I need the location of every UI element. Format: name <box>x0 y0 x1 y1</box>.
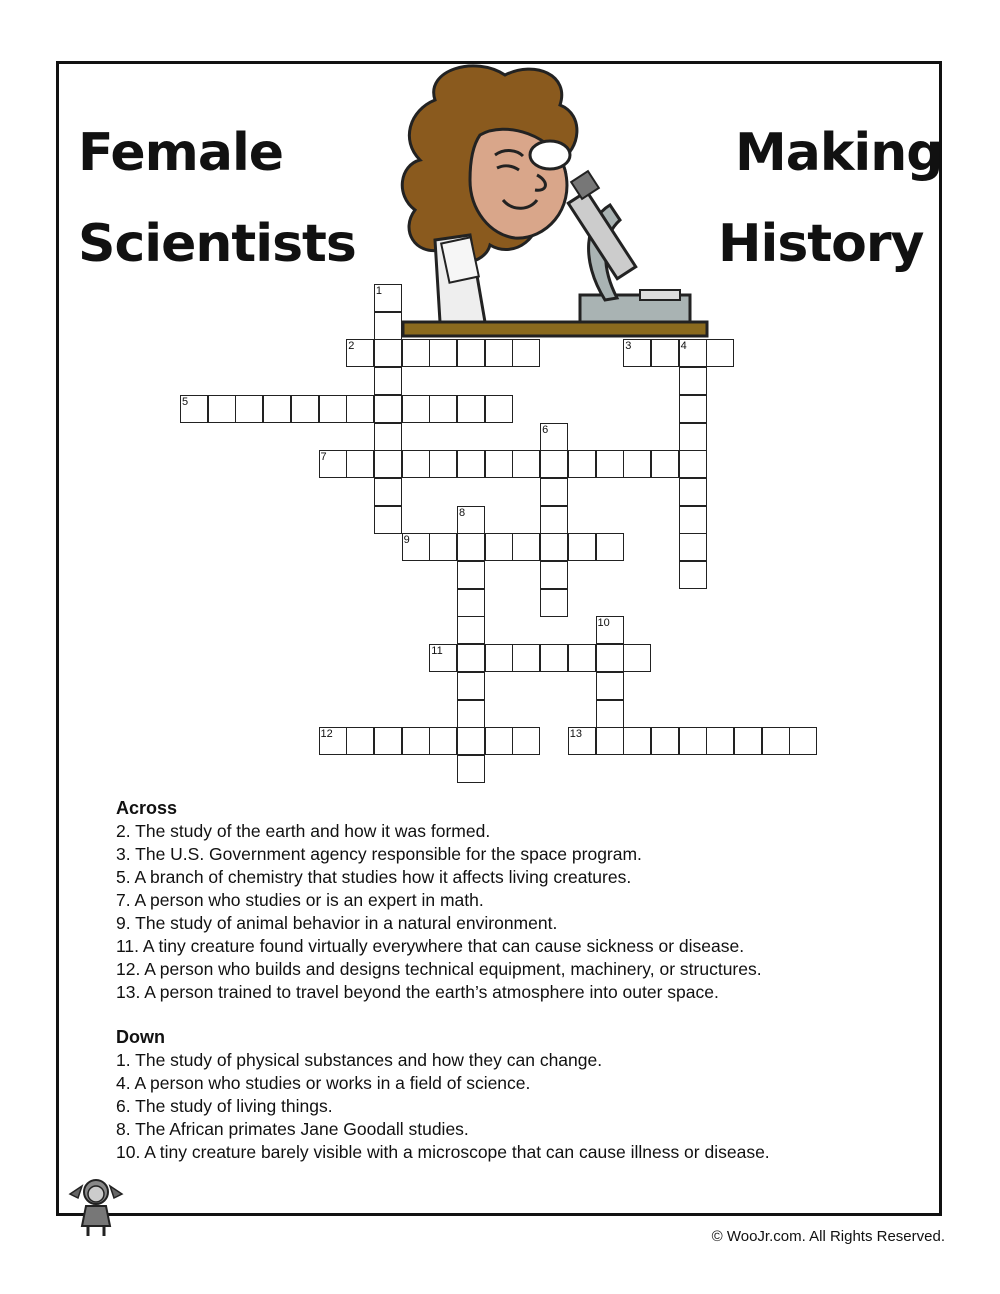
crossword-cell[interactable] <box>429 533 457 561</box>
clue-number: 12 <box>320 728 333 741</box>
crossword-cell[interactable] <box>457 644 485 672</box>
crossword-cell[interactable] <box>623 644 651 672</box>
crossword-cell[interactable] <box>540 478 568 506</box>
crossword-cell[interactable] <box>457 727 485 755</box>
crossword-cell[interactable] <box>457 506 485 534</box>
crossword-cell[interactable] <box>789 727 817 755</box>
crossword-cell[interactable] <box>596 700 624 728</box>
crossword-cell[interactable] <box>540 506 568 534</box>
crossword-cell[interactable] <box>679 339 707 367</box>
crossword-cell[interactable] <box>512 339 540 367</box>
crossword-cell[interactable] <box>235 395 263 423</box>
crossword-cell[interactable] <box>596 450 624 478</box>
title-left-line2: Scientists <box>78 214 356 274</box>
crossword-cell[interactable] <box>457 755 485 783</box>
crossword-cell[interactable] <box>679 506 707 534</box>
crossword-cell[interactable] <box>623 727 651 755</box>
crossword-cell[interactable] <box>457 616 485 644</box>
crossword-cell[interactable] <box>374 367 402 395</box>
crossword-cell[interactable] <box>679 533 707 561</box>
crossword-cell[interactable] <box>568 533 596 561</box>
crossword-cell[interactable] <box>651 450 679 478</box>
clue-number: 9 <box>403 534 410 547</box>
crossword-cell[interactable] <box>706 727 734 755</box>
crossword-cell[interactable] <box>429 727 457 755</box>
crossword-cell[interactable] <box>374 727 402 755</box>
crossword-cell[interactable] <box>457 561 485 589</box>
crossword-cell[interactable] <box>568 727 596 755</box>
down-clues <box>116 1026 770 1164</box>
crossword-cell[interactable] <box>402 727 430 755</box>
crossword-cell[interactable] <box>346 339 374 367</box>
clue-number: 1 <box>375 285 383 297</box>
crossword-cell[interactable] <box>596 616 624 644</box>
across-clue: 9. The study of animal behavior in a natural environment. <box>116 913 558 933</box>
crossword-cell[interactable] <box>429 339 457 367</box>
crossword-cell[interactable] <box>706 339 734 367</box>
crossword-cell[interactable] <box>319 727 347 755</box>
across-heading: Across <box>116 798 178 818</box>
crossword-cell[interactable] <box>319 450 347 478</box>
crossword-cell[interactable] <box>485 395 513 423</box>
down-clue: 6. The study of living things. <box>116 1096 333 1116</box>
crossword-cell[interactable] <box>623 339 651 367</box>
across-clue: 13. A person trained to travel beyond the earth’s atmosphere into outer space. <box>116 982 719 1002</box>
crossword-cell[interactable] <box>485 727 513 755</box>
crossword-cell[interactable] <box>457 339 485 367</box>
crossword-cell[interactable] <box>596 672 624 700</box>
crossword-cell[interactable] <box>429 644 457 672</box>
crossword-cell[interactable] <box>374 478 402 506</box>
crossword-cell[interactable] <box>374 312 402 340</box>
across-clue: 2. The study of the earth and how it was formed. <box>116 821 491 841</box>
crossword-cell[interactable] <box>457 395 485 423</box>
down-clue: 4. A person who studies or works in a field of science. <box>116 1073 531 1093</box>
down-clue: 10. A tiny creature barely visible with a microscope that can cause illness or disease. <box>116 1142 770 1162</box>
crossword-cell[interactable] <box>540 533 568 561</box>
crossword-cell[interactable] <box>540 589 568 617</box>
across-clue: 12. A person who builds and designs technical equipment, machinery, or structures. <box>116 959 762 979</box>
crossword-cell[interactable] <box>457 589 485 617</box>
crossword-cell[interactable] <box>679 395 707 423</box>
crossword-cell[interactable] <box>762 727 790 755</box>
clue-number: 8 <box>459 506 466 519</box>
crossword-cell[interactable] <box>291 395 319 423</box>
crossword-cell[interactable] <box>568 450 596 478</box>
crossword-cell[interactable] <box>540 423 568 451</box>
crossword-cell[interactable] <box>651 727 679 755</box>
crossword-cell[interactable] <box>402 450 430 478</box>
crossword-cell[interactable] <box>180 395 208 423</box>
crossword-cell[interactable] <box>374 284 402 312</box>
crossword-cell[interactable] <box>512 644 540 672</box>
crossword-cell[interactable] <box>429 450 457 478</box>
crossword-cell[interactable] <box>679 478 707 506</box>
across-clue: 3. The U.S. Government agency responsible for the space program. <box>116 844 642 864</box>
crossword-cell[interactable] <box>679 561 707 589</box>
crossword-cell[interactable] <box>374 395 402 423</box>
crossword-cell[interactable] <box>374 339 402 367</box>
crossword-cell[interactable] <box>402 395 430 423</box>
crossword-cell[interactable] <box>402 533 430 561</box>
crossword-cell[interactable] <box>651 339 679 367</box>
across-clues <box>116 797 762 1004</box>
clue-number: 4 <box>680 340 687 353</box>
crossword-cell[interactable] <box>457 700 485 728</box>
crossword-cell[interactable] <box>346 727 374 755</box>
crossword-cell[interactable] <box>596 727 624 755</box>
crossword-cell[interactable] <box>429 395 457 423</box>
crossword-cell[interactable] <box>485 450 513 478</box>
title-right-line1: Making <box>735 123 943 183</box>
crossword-cell[interactable] <box>679 367 707 395</box>
across-clue: 11. A tiny creature found virtually everywhere that can cause sickness or disease. <box>116 936 745 956</box>
crossword-cell[interactable] <box>540 644 568 672</box>
crossword-cell[interactable] <box>679 450 707 478</box>
crossword-cell[interactable] <box>596 644 624 672</box>
crossword-cell[interactable] <box>374 506 402 534</box>
clue-number: 6 <box>542 423 549 436</box>
crossword-cell[interactable] <box>374 450 402 478</box>
crossword-cell[interactable] <box>679 423 707 451</box>
crossword-cell[interactable] <box>374 423 402 451</box>
crossword-cell[interactable] <box>346 395 374 423</box>
clue-number: 11 <box>431 645 443 658</box>
copyright-text: © WooJr.com. All Rights Reserved. <box>711 1228 945 1245</box>
crossword-cell[interactable] <box>457 533 485 561</box>
title-left-line1: Female <box>78 123 284 183</box>
across-clue: 7. A person who studies or is an expert in math. <box>116 890 484 910</box>
scientist-microscope-illustration <box>395 60 715 342</box>
crossword-cell[interactable] <box>402 339 430 367</box>
crossword-cell[interactable] <box>568 644 596 672</box>
mascot-girl-icon <box>64 1176 128 1238</box>
crossword-cell[interactable] <box>485 339 513 367</box>
crossword-cell[interactable] <box>512 727 540 755</box>
crossword-cell[interactable] <box>596 533 624 561</box>
crossword-cell[interactable] <box>485 533 513 561</box>
crossword-cell[interactable] <box>512 533 540 561</box>
across-clue: 5. A branch of chemistry that studies how it affects living creatures. <box>116 867 632 887</box>
clue-number: 2 <box>348 340 355 353</box>
crossword-cell[interactable] <box>485 644 513 672</box>
clue-number: 13 <box>569 728 583 741</box>
crossword-cell[interactable] <box>540 450 568 478</box>
clue-number: 7 <box>320 451 327 464</box>
clue-number: 10 <box>597 617 610 630</box>
crossword-cell[interactable] <box>208 395 236 423</box>
down-clue: 8. The African primates Jane Goodall studies. <box>116 1119 469 1139</box>
clue-number: 3 <box>625 340 632 353</box>
crossword-cell[interactable] <box>679 727 707 755</box>
crossword-cell[interactable] <box>512 450 540 478</box>
crossword-cell[interactable] <box>263 395 291 423</box>
crossword-cell[interactable] <box>540 561 568 589</box>
down-clue: 1. The study of physical substances and how they can change. <box>116 1050 603 1070</box>
crossword-cell[interactable] <box>734 727 762 755</box>
crossword-cell[interactable] <box>319 395 347 423</box>
down-heading: Down <box>116 1027 165 1047</box>
clue-number: 5 <box>182 395 189 408</box>
crossword-cell[interactable] <box>457 672 485 700</box>
title-right-line2: History <box>718 214 924 274</box>
crossword-cell[interactable] <box>457 450 485 478</box>
crossword-cell[interactable] <box>623 450 651 478</box>
crossword-cell[interactable] <box>346 450 374 478</box>
